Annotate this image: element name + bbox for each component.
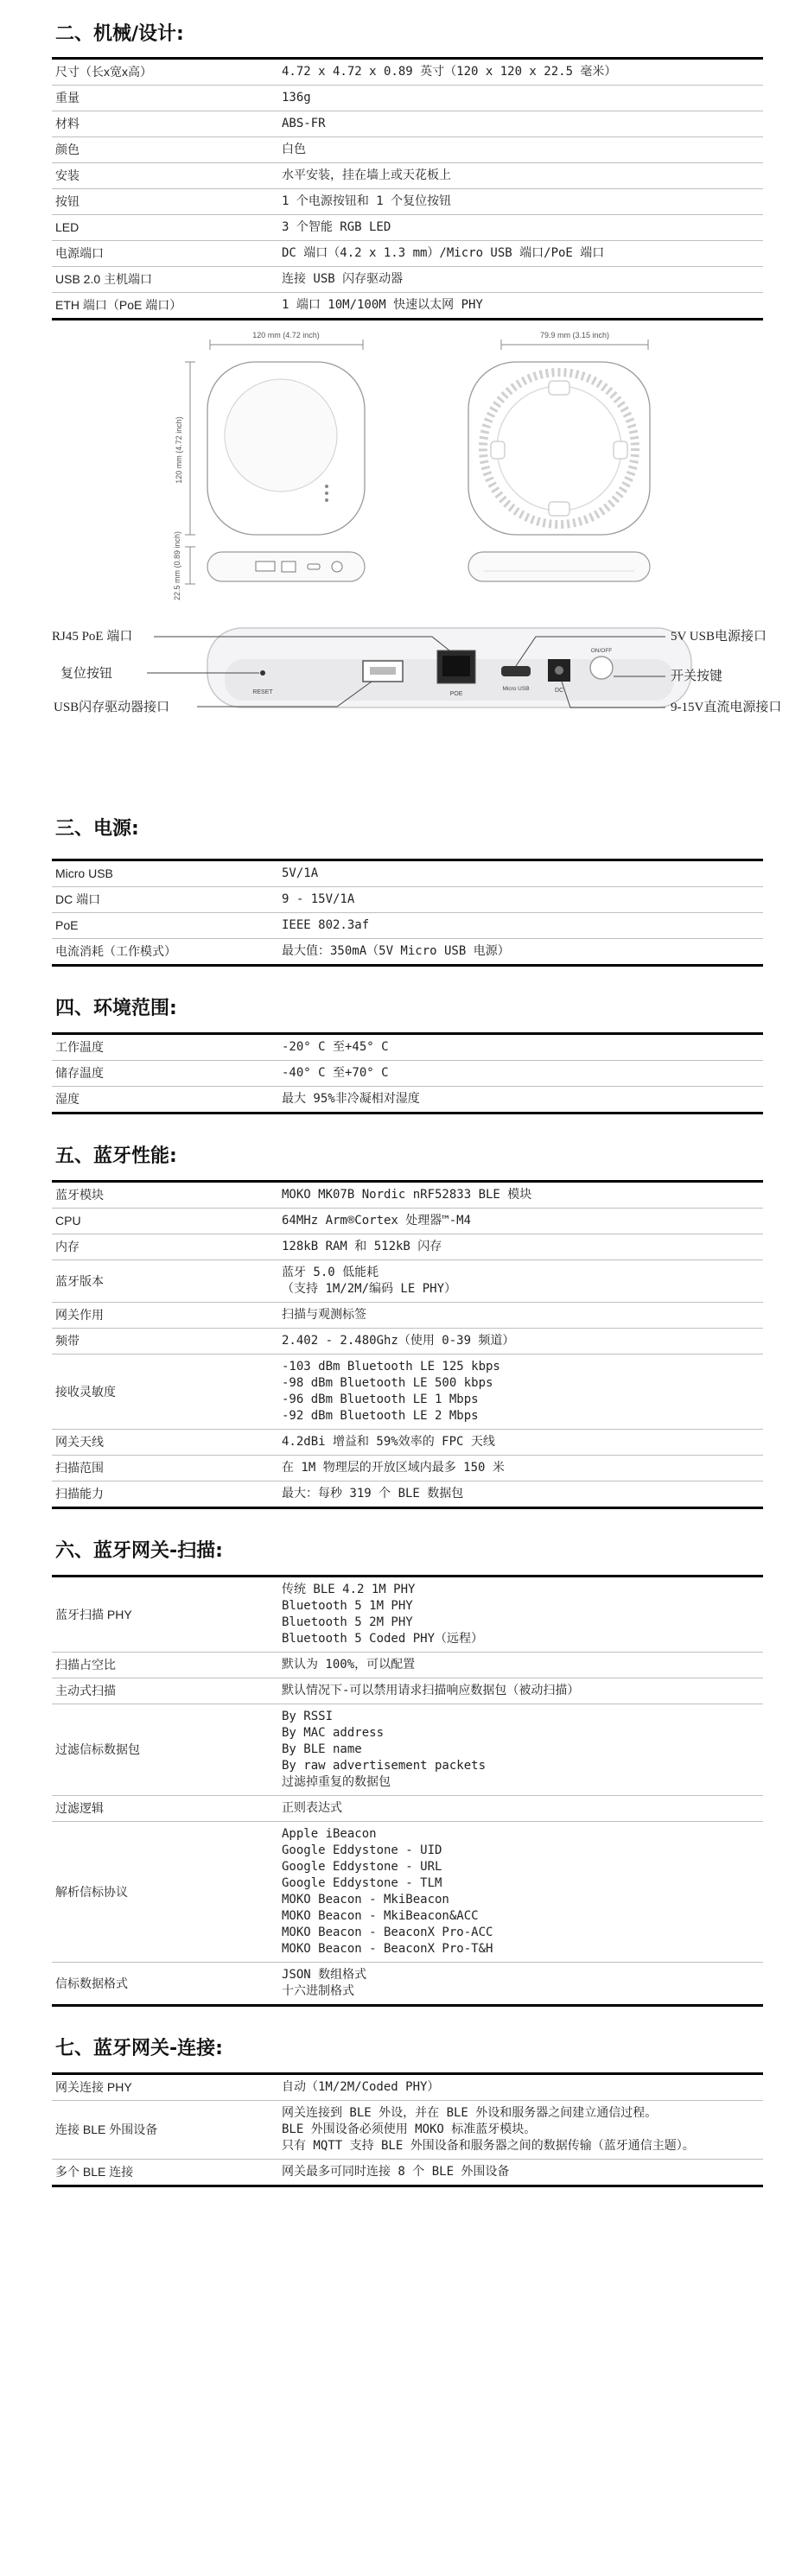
spec-label: 电源端口 [52,241,278,267]
spec-value-line: Google Eddystone - TLM [282,1876,442,1890]
spec-label: 网关作用 [52,1303,278,1329]
callout-usb-drive: USB闪存驱动器接口 [54,701,170,714]
spec-value-line: -98 dBm Bluetooth LE 500 kbps [282,1376,493,1390]
spec-value-line: Bluetooth 5 1M PHY [282,1599,413,1613]
spec-value-line: MOKO MK07B Nordic nRF52833 BLE 模块 [282,1188,532,1202]
dim-front-width: 120 mm (4.72 inch) [252,331,320,339]
spec-label: 按钮 [52,189,278,215]
spec-label: 储存温度 [52,1061,278,1087]
spec-label: 湿度 [52,1087,278,1114]
table-row [52,137,763,163]
spec-value: ABS-FR [278,111,763,137]
spec-label: ETH 端口（PoE 端口） [52,293,278,320]
spec-label: 安装 [52,163,278,189]
spec-value-line: Google Eddystone - UID [282,1843,442,1857]
table-row [52,1678,763,1704]
callout-dc-in: 9-15V直流电源接口 [671,701,782,714]
spec-value: -20° C 至+45° C [278,1034,763,1061]
table-row [52,913,763,939]
table-row [52,1061,763,1087]
table-row [52,1182,763,1209]
spec-label: 过滤信标数据包 [52,1704,278,1796]
table-row [52,2074,763,2101]
dim-front-height: 120 mm (4.72 inch) [175,416,183,484]
spec-value: 4.72 x 4.72 x 0.89 英寸（120 x 120 x 22.5 毫米） [278,59,763,86]
table-mechanical [52,57,763,320]
spec-value [278,1329,763,1355]
spec-value [278,1704,763,1796]
table-row [52,86,763,111]
spec-value: 9 - 15V/1A [278,887,763,913]
table-bluetooth [52,1180,763,1509]
spec-label: 尺寸（长x宽x高） [52,59,278,86]
reset-hole-icon [260,670,265,676]
spec-label: 网关天线 [52,1430,278,1456]
spec-label: 主动式扫描 [52,1678,278,1704]
spec-label: USB 2.0 主机端口 [52,267,278,293]
spec-label: 连接 BLE 外围设备 [52,2101,278,2160]
spec-value: 最大 95%非冷凝相对湿度 [278,1087,763,1114]
table-row [52,111,763,137]
spec-value-line: 4.2dBi 增益和 59%效率的 FPC 天线 [282,1435,495,1449]
spec-value-line: Apple iBeacon [282,1827,377,1841]
section-title-scan: 六、蓝牙网关-扫描: [55,1540,223,1562]
spec-value-line: MOKO Beacon - BeaconX Pro-ACC [282,1926,493,1939]
spec-label: 重量 [52,86,278,111]
spec-value: 3 个智能 RGB LED [278,215,763,241]
table-row [52,939,763,966]
spec-value-line: （支持 1M/2M/编码 LE PHY） [282,1282,457,1296]
product-drawings [52,320,782,800]
svg-text:Micro USB: Micro USB [502,686,530,692]
side-views [173,531,650,600]
spec-value-line: BLE 外围设备必须使用 MOKO 标准蓝牙模块。 [282,2122,537,2136]
spec-label: 内存 [52,1234,278,1260]
section-title-connect: 七、蓝牙网关-连接: [55,2038,223,2059]
table-row [52,1796,763,1822]
table-row [52,1303,763,1329]
spec-value [278,1260,763,1303]
svg-text:RESET: RESET [252,689,273,695]
section-title-environment: 四、环境范围: [55,998,177,1019]
table-row [52,1963,763,2006]
table-row [52,860,763,887]
spec-value-line: 蓝牙 5.0 低能耗 [282,1266,379,1279]
table-row [52,163,763,189]
spec-label: LED [52,215,278,241]
spec-value-line: MOKO Beacon - BeaconX Pro-T&H [282,1942,493,1956]
back-view [468,331,650,535]
spec-label: 解析信标协议 [52,1822,278,1963]
table-connect [52,2072,763,2187]
port-closeup [52,628,781,714]
section-title-power: 三、电源: [55,818,139,840]
spec-label: Micro USB [52,860,278,887]
spec-value [278,1456,763,1482]
spec-value-line: 64MHz Arm®Cortex 处理器™-M4 [282,1214,472,1228]
spec-value-line: MOKO Beacon - MkiBeacon [282,1893,449,1907]
section-title-bluetooth: 五、蓝牙性能: [55,1145,177,1167]
spec-value: IEEE 802.3af [278,913,763,939]
table-power [52,859,763,967]
spec-value-line: 自动（1M/2M/Coded PHY） [282,2080,440,2094]
table-row [52,1260,763,1303]
spec-value: 最大值：350mA（5V Micro USB 电源） [278,939,763,966]
spec-value [278,2101,763,2160]
spec-value [278,1678,763,1704]
spec-value-line: 网关最多可同时连接 8 个 BLE 外围设备 [282,2165,510,2179]
spec-label: 扫描范围 [52,1456,278,1482]
spec-value [278,1963,763,2006]
table-row [52,189,763,215]
spec-value [278,2160,763,2186]
dim-side-height: 22.5 mm (0.89 inch) [173,530,181,601]
spec-value [278,1482,763,1508]
spec-value [278,2074,763,2101]
spec-value [278,1182,763,1209]
table-row [52,2101,763,2160]
front-view [175,331,365,535]
spec-value-line: 默认情况下-可以禁用请求扫描响应数据包（被动扫描） [282,1684,580,1697]
spec-value-line: 默认为 100%，可以配置 [282,1658,416,1672]
spec-value [278,1430,763,1456]
spec-label: 网关连接 PHY [52,2074,278,2101]
table-row [52,241,763,267]
table-scan [52,1575,763,2007]
spec-value-line: 网关连接到 BLE 外设，并在 BLE 外设和服务器之间建立通信过程。 [282,2106,658,2120]
spec-label: 多个 BLE 连接 [52,2160,278,2186]
spec-value-line: 传统 BLE 4.2 1M PHY [282,1583,416,1596]
spec-label: 频带 [52,1329,278,1355]
spec-value: 136g [278,86,763,111]
spec-label: 扫描占空比 [52,1653,278,1678]
spec-label: CPU [52,1209,278,1234]
spec-value-line: 只有 MQTT 支持 BLE 外围设备和服务器之间的数据传输（蓝牙通信主题）。 [282,2139,695,2153]
svg-text:ON/OFF: ON/OFF [590,648,613,654]
spec-label: 蓝牙模块 [52,1182,278,1209]
spec-value: 1 端口 10M/100M 快速以太网 PHY [278,293,763,320]
spec-value-line: By raw advertisement packets [282,1759,487,1773]
spec-label: 扫描能力 [52,1482,278,1508]
callout-rj45: RJ45 PoE 端口 [52,630,133,644]
spec-label: 蓝牙扫描 PHY [52,1577,278,1653]
spec-value [278,1653,763,1678]
spec-value-line: Bluetooth 5 Coded PHY（远程） [282,1632,484,1646]
spec-value-line: 2.402 - 2.480Ghz（使用 0-39 频道） [282,1334,515,1348]
spec-value: DC 端口（4.2 x 1.3 mm）/Micro USB 端口/PoE 端口 [278,241,763,267]
spec-value [278,1822,763,1963]
spec-value-line: Bluetooth 5 2M PHY [282,1615,413,1629]
spec-value-line: Google Eddystone - URL [282,1860,442,1874]
svg-text:POE: POE [449,691,463,697]
table-row [52,1209,763,1234]
table-row [52,887,763,913]
table-row [52,1034,763,1061]
table-row [52,1087,763,1114]
svg-text:DC: DC [554,688,564,694]
callout-micro-usb: 5V USB电源接口 [671,630,767,644]
spec-value-line: By RSSI [282,1710,334,1723]
device-diagram [52,320,782,800]
spec-value [278,1234,763,1260]
table-row [52,59,763,86]
table-row [52,1704,763,1796]
spec-label: 电流消耗（工作模式） [52,939,278,966]
spec-value-line: -103 dBm Bluetooth LE 125 kbps [282,1360,500,1374]
spec-label: 颜色 [52,137,278,163]
spec-value-line: 最大：每秒 319 个 BLE 数据包 [282,1487,464,1501]
spec-value [278,1209,763,1234]
spec-label: 接收灵敏度 [52,1355,278,1430]
spec-value: -40° C 至+70° C [278,1061,763,1087]
table-row [52,1456,763,1482]
spec-label: 过滤逻辑 [52,1796,278,1822]
spec-value-line: 正则表达式 [282,1801,342,1815]
dim-back-width: 79.9 mm (3.15 inch) [539,331,610,339]
spec-value: 1 个电源按钮和 1 个复位按钮 [278,189,763,215]
callout-power-key: 开关按键 [671,669,723,683]
table-row [52,1329,763,1355]
micro-usb-port-icon [501,666,531,676]
spec-value: 白色 [278,137,763,163]
table-environment [52,1032,763,1114]
table-row [52,1482,763,1508]
spec-value [278,1796,763,1822]
spec-value-line: -96 dBm Bluetooth LE 1 Mbps [282,1393,479,1406]
spec-label: 材料 [52,111,278,137]
spec-value-line: 过滤掉重复的数据包 [282,1775,391,1789]
table-row [52,267,763,293]
callout-reset: 复位按钮 [60,667,113,681]
spec-value: 水平安装，挂在墙上或天花板上 [278,163,763,189]
table-row [52,1822,763,1963]
spec-value [278,1303,763,1329]
spec-value: 连接 USB 闪存驱动器 [278,267,763,293]
spec-value-line: MOKO Beacon - MkiBeacon&ACC [282,1909,479,1923]
table-row [52,1355,763,1430]
section-title-mechanical: 二、机械/设计: [55,23,184,45]
spec-label: 蓝牙版本 [52,1260,278,1303]
table-row [52,1653,763,1678]
power-button-icon [590,657,613,679]
spec-label: 信标数据格式 [52,1963,278,2006]
table-row [52,215,763,241]
spec-value-line: 在 1M 物理层的开放区域内最多 150 米 [282,1461,505,1475]
spec-label: 工作温度 [52,1034,278,1061]
spec-label: PoE [52,913,278,939]
spec-value-line: -92 dBm Bluetooth LE 2 Mbps [282,1409,479,1423]
spec-value [278,1355,763,1430]
spec-value-line: JSON 数组格式 [282,1968,367,1982]
spec-value [278,1577,763,1653]
table-row [52,293,763,320]
spec-value: 5V/1A [278,860,763,887]
table-row [52,1234,763,1260]
spec-label: DC 端口 [52,887,278,913]
spec-value-line: 扫描与观测标签 [282,1308,366,1322]
spec-value-line: By MAC address [282,1726,385,1740]
table-row [52,1577,763,1653]
spec-value-line: 十六进制格式 [282,1984,354,1998]
spec-value-line: By BLE name [282,1742,362,1756]
spec-value-line: 128kB RAM 和 512kB 闪存 [282,1240,442,1253]
table-row [52,2160,763,2186]
table-row [52,1430,763,1456]
